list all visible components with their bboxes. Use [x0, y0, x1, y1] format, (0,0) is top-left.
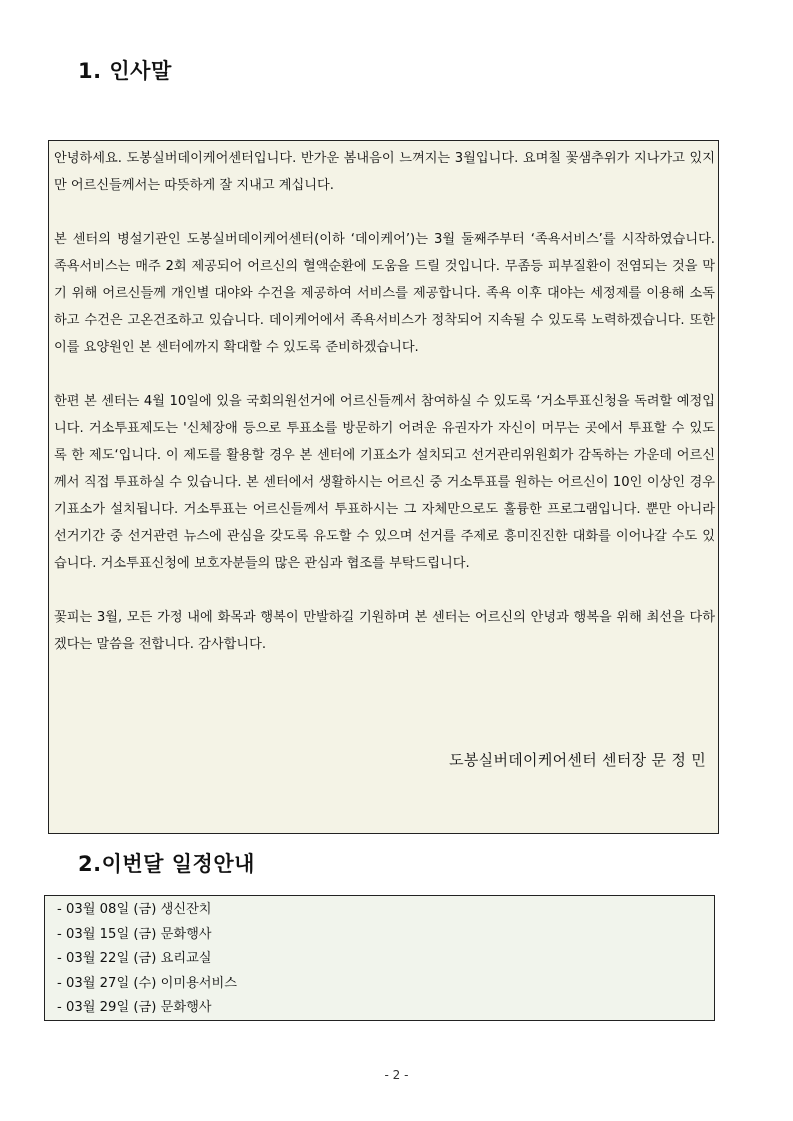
greeting-box: [48, 140, 719, 834]
schedule-item: - 03월 22일 (금) 요리교실: [57, 951, 212, 966]
section-title-greeting: 1. 인사말: [78, 59, 172, 83]
greeting-paragraph: 한편 본 센터는 4월 10일에 있을 국회의원선거에 어르신들께서 참여하실 수 있도록 ‘거소투표신청을 독려할 예정입니다. 거소투표제도는 '신체장애 등으로 투표소를 방문하기 어려운 유권자가 자신이 머무는 곳에서 투표할 수 있도록 한 제도‘입니다. 이 제도를 활용할 경우 본 센터에 기표소가 설치되고 선거관리위원회가 감독하는 가운데 어르신께서 직접 투표하실 수 있습니다. 본 센터에서 생활하시는 어르신 중 거소투표를 원하는 어르신이 10인 이상인 경우 기표소가 설치됩니다. 거소투표는 어르신들께서 투표하시는 그 자체만으로도 훌륭한 프로그램입니다. 뿐만 아니라 선거기간 중 선거관련 뉴스에 관심을 갖도록 유도할 수 있으며 선거를 주제로 흥미진진한 대화를 이어나갈 수도 있습니다. 거소투표신청에 보호자분들의 많은 관심과 협조를 부탁드립니다.: [54, 394, 715, 571]
schedule-item: - 03월 29일 (금) 문화행사: [57, 1000, 212, 1015]
schedule-item: - 03월 27일 (수) 이미용서비스: [57, 975, 238, 991]
greeting-paragraph: 안녕하세요. 도봉실버데이케어센터입니다. 반가운 봄내음이 느껴지는 3월입니다. 요며칠 꽃샘추위가 지나가고 있지만 어르신들께서는 따뜻하게 잘 지내고 계십니다.: [54, 151, 715, 193]
section-title-schedule: 2.이번달 일정안내: [78, 852, 255, 876]
page-number: - 2 -: [384, 1068, 409, 1082]
schedule-item: - 03월 15일 (금) 문화행사: [57, 926, 212, 942]
greeting-paragraph: 본 센터의 병설기관인 도봉실버데이케어센터(이하 ‘데이케어’)는 3월 둘째주부터 ‘족욕서비스’를 시작하였습니다. 족욕서비스는 매주 2회 제공되어 어르신의 혈액순환에 도움을 드릴 것입니다. 무좀등 피부질환이 전염되는 것을 막기 위해 어르신들께 개인별 대야와 수건을 제공하여 서비스를 제공합니다. 족욕 이후 대야는 세정제를 이용해 소독하고 수건은 고온건조하고 있습니다. 데이케어에서 족욕서비스가 정착되어 지속될 수 있도록 노력하겠습니다. 또한 이를 요양원인 본 센터에까지 확대할 수 있도록 준비하겠습니다.: [54, 232, 715, 355]
signature: 도봉실버데이케어센터 센터장 문 정 민: [449, 751, 706, 769]
paragraph-gap: [54, 361, 715, 388]
greeting-paragraph: 꽃피는 3월, 모든 가정 내에 화목과 행복이 만발하길 기원하며 본 센터는 어르신의 안녕과 행복을 위해 최선을 다하겠다는 말씀을 전합니다. 감사합니다.: [54, 610, 715, 652]
paragraph-gap: [54, 199, 715, 226]
schedule-item: - 03월 08일 (금) 생신잔치: [57, 902, 212, 917]
schedule-list: [44, 895, 715, 1021]
paragraph-gap: [54, 577, 715, 604]
